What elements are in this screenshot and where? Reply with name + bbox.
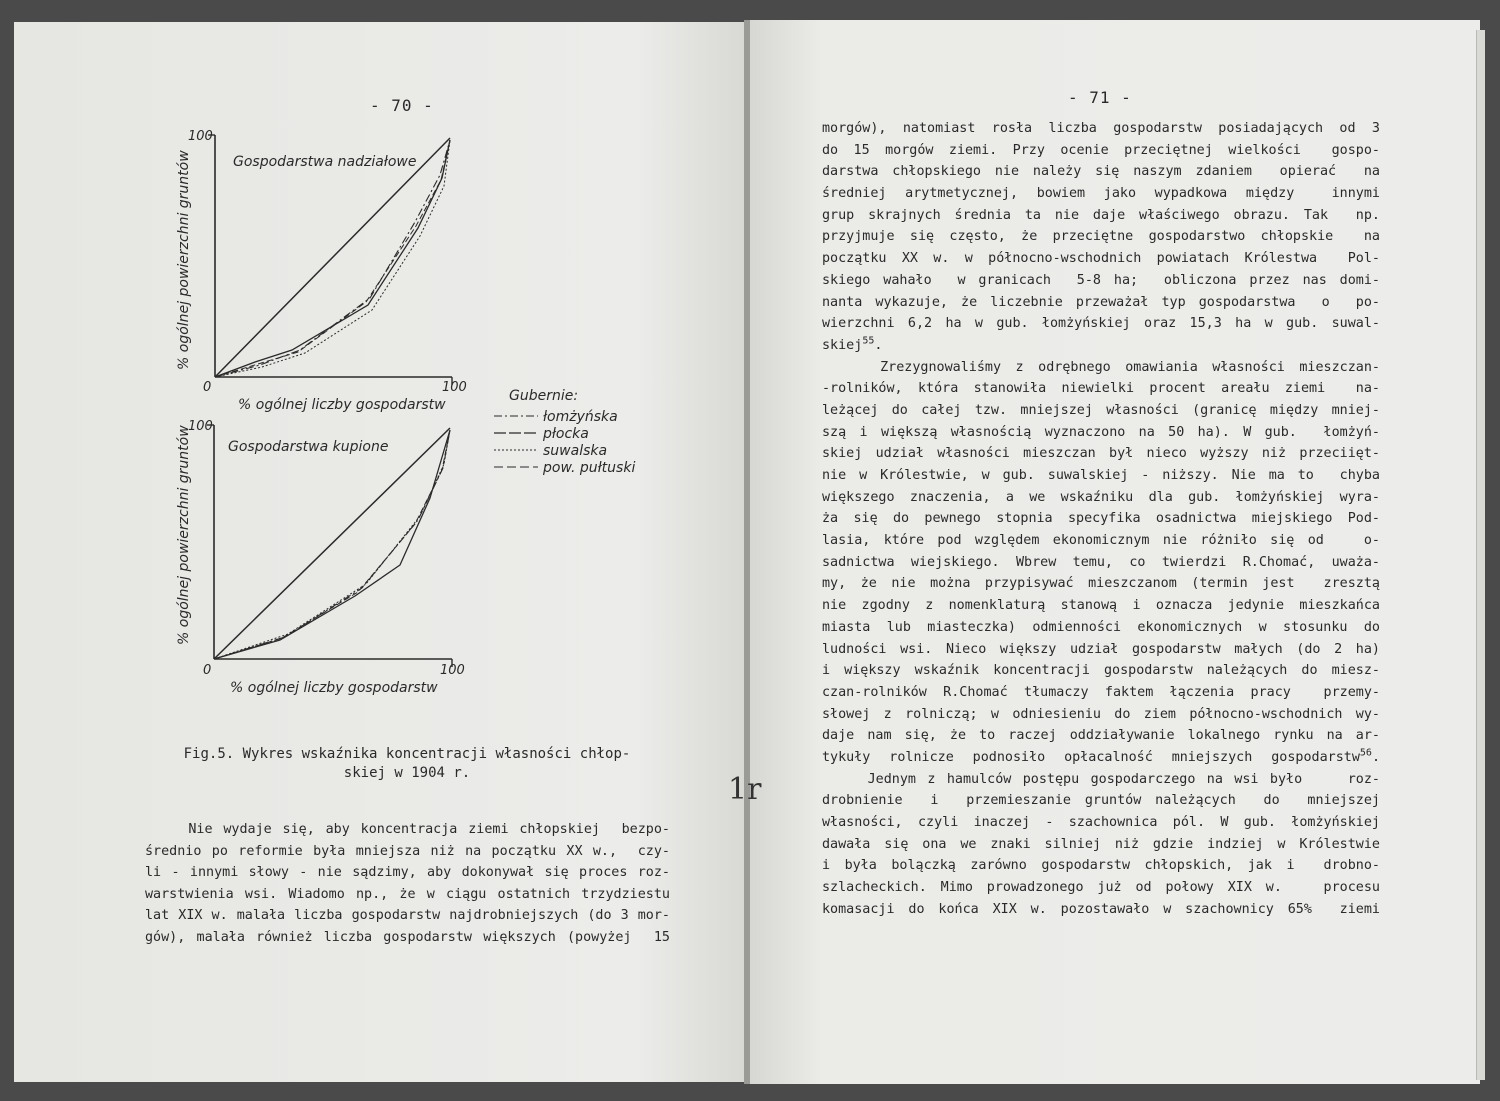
book-gutter [744, 20, 750, 1084]
right-line: lasia, które pod względem ekonomicznym nie różniło się od o- [822, 533, 1380, 549]
right-line: grup skrajnych średnia ta nie daje właściwego obrazu. Tak np. [822, 207, 1380, 223]
right-line: darstwa chłopskiego nie należy się naszym zdaniem opierać na [822, 164, 1380, 180]
right-line: Jednym z hamulców postępu gospodarczego na wsi było roz- [822, 771, 1380, 787]
right-line: słowej z rolniczą; w odniesieniu do ziem północno-wschodnich wy- [822, 706, 1380, 722]
page-number-left: - 70 - [370, 96, 434, 115]
bottom-origin-tick: 0 [203, 663, 212, 678]
right-line: do 15 morgów ziemi. Przy ocenie przeciętnej wielkości gospo- [822, 142, 1380, 158]
legend-title: Gubernie: [509, 388, 579, 404]
bottom-x-max-tick: 100 [440, 663, 465, 678]
left-line: Nie wydaje się, aby koncentracja ziemi chłopskiej bezpo- [145, 822, 670, 837]
left-line: li - innymi słowy - nie sądzimy, aby dokonywał się proces roz- [145, 865, 670, 880]
top-panel-title: Gospodarstwa nadziałowe [233, 154, 417, 170]
right-line: i większy wskaźnik koncentracji gospodarstw należących do miesz- [822, 663, 1380, 679]
right-body-text [822, 118, 1380, 920]
gutter-mark: 1r [728, 772, 762, 807]
right-line: daje nam się, że to raczej oddziaływanie lokalnego rynku na ar- [822, 728, 1380, 744]
right-line: -rolników, która stanowiła niewielki procent areału ziemi na- [822, 381, 1380, 397]
right-line: czan-rolników R.Chomać tłumaczy faktem łączenia pracy przemy- [822, 684, 1380, 700]
left-line: lat XIX w. malała liczba gospodarstw najdrobniejszych (do 3 mor- [145, 908, 670, 923]
right-line: sadnictwa wiejskiego. Wbrew temu, co twierdzi R.Chomać, uważa- [822, 554, 1380, 570]
left-body-text [145, 819, 670, 948]
right-line: szą i większą własnością wyznaczono na 50 ha). W gub. łomżyń- [822, 424, 1380, 440]
right-line: skiej udział własności mieszczan był nieco wyższy niż przeciięt- [822, 446, 1380, 462]
legend-item-suwalska: suwalska [543, 443, 608, 459]
left-line: średnio po reformie była mniejsza niż na początku XX w., czy- [145, 843, 670, 859]
right-line: średniej arytmetycznej, bowiem jako wypadkowa między innymi [822, 186, 1380, 202]
right-line: własności, czyli inaczej - szachownica pól. W gub. łomżyńskiej [822, 815, 1380, 830]
right-line: przyjmuje się często, że przeciętne gospodarstwo chłopskie na [822, 229, 1380, 245]
footnote-ref-56: 56 [1359, 747, 1372, 759]
right-line: nie zgodny z nomenklaturą stanową i oznacza jedynie mieszkańca [822, 598, 1380, 614]
right-line: szlacheckich. Mimo prowadzonego już od połowy XIX w. procesu [822, 880, 1380, 896]
right-line-text: skiej [822, 337, 863, 353]
right-line-with-footnote: tykuły rolnicze podnosiło opłacalność mniejszych gospodarstw$^{56}$. [822, 747, 1380, 765]
left-line: warstwienia wsi. Wiadomo np., że w ciągu ostatnich trzydziestu [145, 886, 670, 902]
right-line: skiego wahało w granicach 5-8 ha; obliczona przez nas domi- [822, 272, 1380, 288]
legend-item-plocka: płocka [543, 426, 589, 442]
bottom-x-label: % ogólnej liczby gospodarstw [230, 680, 438, 696]
bottom-panel-title: Gospodarstwa kupione [228, 439, 389, 455]
top-x-label: % ogólnej liczby gospodarstw [238, 397, 446, 413]
right-line: komasacji do końca XIX w. pozostawało w szachownicy 65% ziemi [822, 901, 1380, 917]
right-line: dawała się ona we znaki silniej niż gdzie indziej w Królestwie [822, 836, 1380, 852]
page-stack-edge [1476, 30, 1485, 1080]
right-line: morgów), natomiast rosła liczba gospodarstw posiadających od 3 [822, 121, 1380, 136]
bottom-y-max-tick: 100 [188, 419, 213, 434]
right-line: miasta lub miasteczka) odmienności ekonomicznych w stosunku do [822, 619, 1380, 635]
caption-line-2: skiej w 1904 r. [343, 765, 471, 781]
top-x-max-tick: 100 [442, 380, 467, 395]
left-line: gów), malała również liczba gospodarstw większych (powyżej 15 [145, 929, 670, 945]
right-line-with-footnote: skiej$^{55}$. [822, 335, 883, 353]
right-line: większego znaczenia, a we wskaźniku dla gub. łomżyńskiej wyra- [822, 489, 1380, 505]
legend-item-pultuski: pow. pułtuski [543, 460, 636, 476]
top-y-label: % ogólnej powierzchni gruntów [176, 150, 192, 370]
right-line: ludności wsi. Nieco większy udział gospodarstw małych (do 2 ha) [822, 641, 1380, 657]
top-y-max-tick: 100 [188, 129, 213, 144]
right-line: ża się do pewnego stopnia specyfika osadnictwa miejskiego Pod- [822, 511, 1380, 527]
right-line: początku XX w. w północno-wschodnich powiatach Królestwa Pol- [822, 251, 1380, 267]
caption-line-1: Fig.5. Wykres wskaźnika koncentracji własności chłop- [183, 746, 631, 762]
right-line: wierzchni 6,2 ha w gub. łomżyńskiej oraz 15,3 ha w gub. suwal- [822, 316, 1380, 332]
right-line-text: tykuły rolnicze podnosiło opłacalność mniejszych gospodarstw [822, 749, 1360, 765]
top-origin-tick: 0 [203, 380, 212, 395]
page-number-right: - 71 - [1068, 88, 1132, 107]
right-line: leżącej do całej tzw. mniejszej własności (granicę między mniej- [822, 402, 1380, 418]
right-line: i była bolączką zarówno gospodarstw chłopskich, jak i drobno- [822, 858, 1380, 874]
right-line: my, że nie można przypisywać mieszczanom (termin jest zresztą [822, 576, 1380, 592]
bottom-y-label: % ogólnej powierzchni gruntów [176, 425, 192, 645]
right-line: nie w Królestwie, w gub. suwalskiej - niższy. Nie ma to chyba [822, 468, 1380, 483]
legend-item-lomzynska: łomżyńska [543, 409, 618, 425]
figure-caption [172, 745, 642, 783]
right-line: drobnienie i przemieszanie gruntów należących do mniejszej [822, 793, 1380, 809]
right-line: nanta wykazuje, że liczebnie przeważał typ gospodarstwa o po- [822, 294, 1380, 310]
footnote-ref-55: 55 [862, 335, 875, 347]
right-line: Zrezygnowaliśmy z odrębnego omawiania własności mieszczan- [822, 359, 1380, 375]
